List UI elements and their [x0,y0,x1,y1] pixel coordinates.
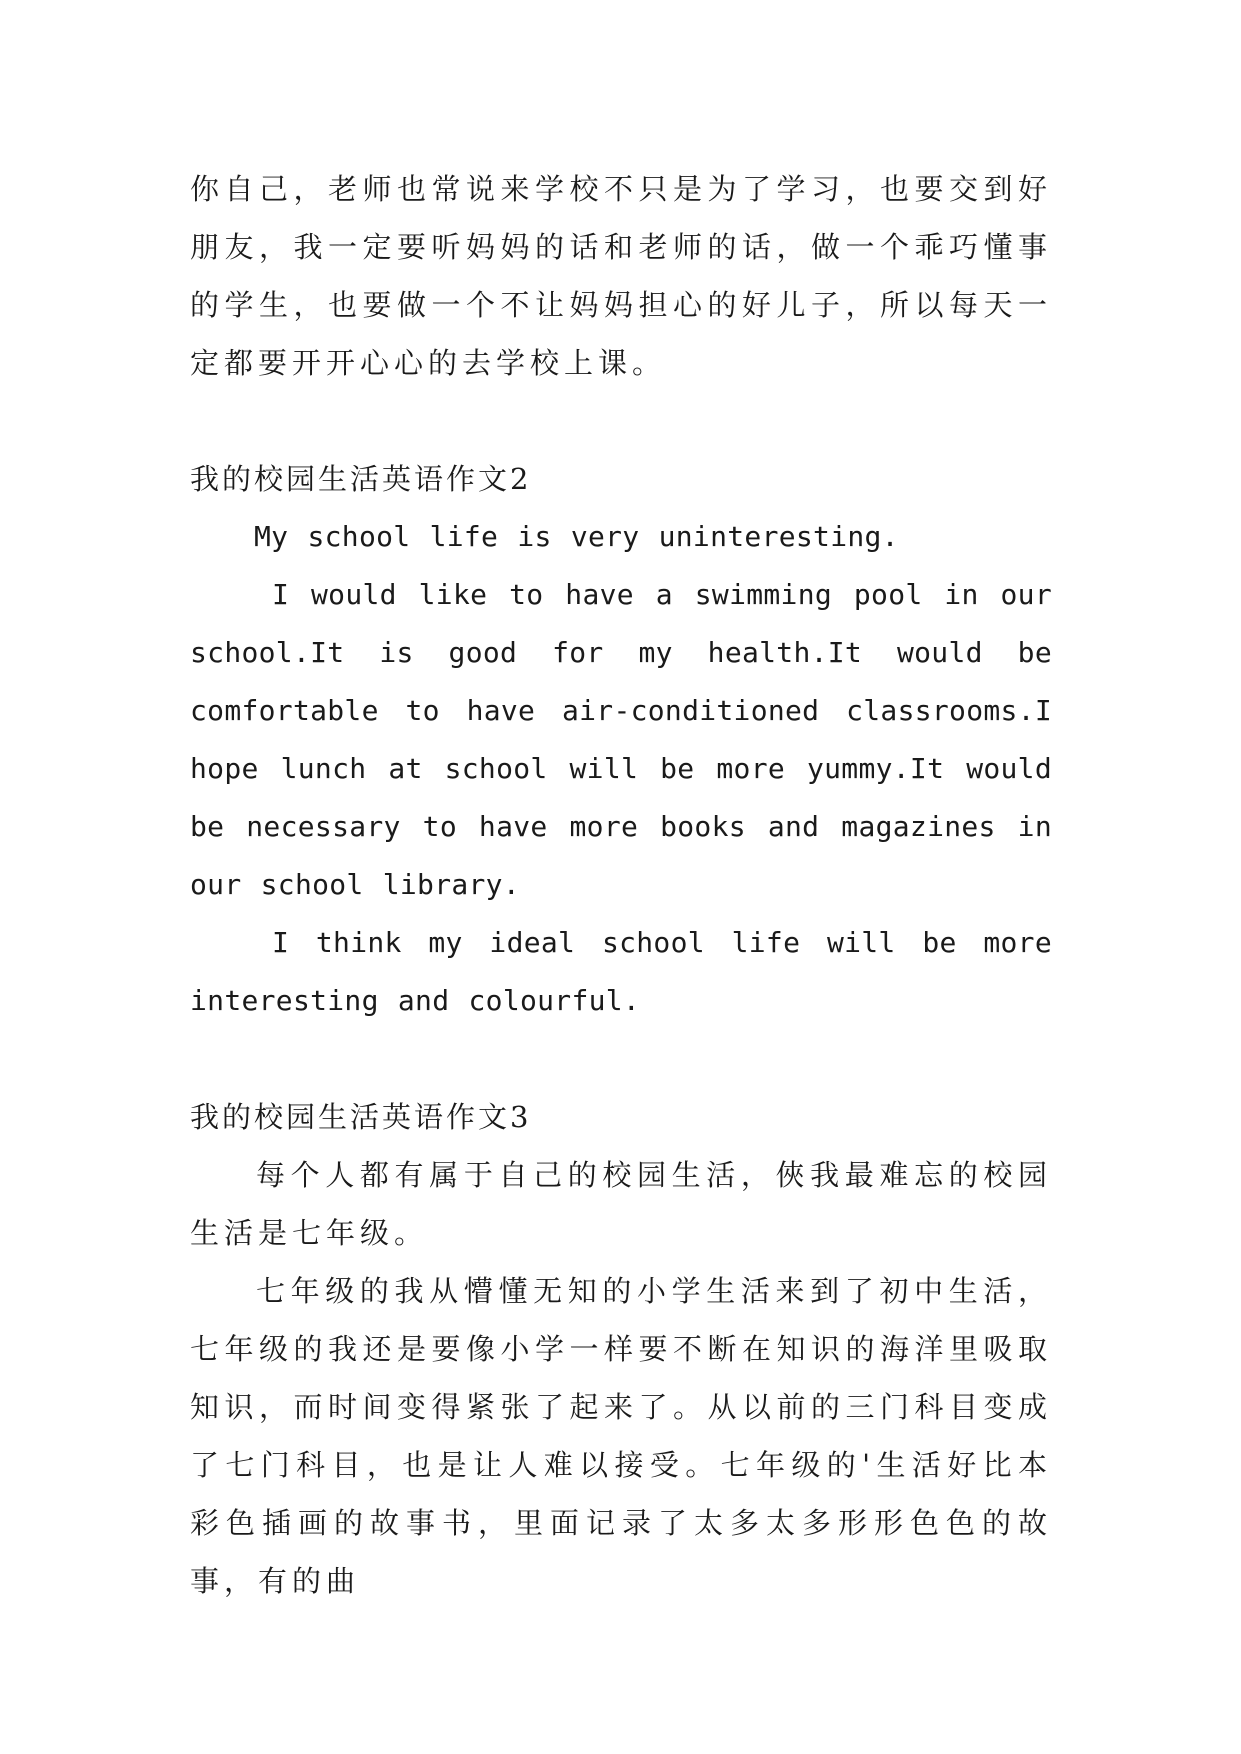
essay3-heading: 我的校园生活英语作文3 [190,1100,532,1134]
essay3-paragraph-2: 七年级的我从懵懂无知的小学生活来到了初中生活，七年级的我还是要像小学一样要不断在知识的海洋里吸取知识，而时间变得紧张了起来了。从以前的三门科目变成了七门科目，也是让人难以接受。七年级的'生活好比本彩色插画的故事书，里面记录了太多太多形形色色的故事，有的曲 [190,1274,1052,1598]
essay1-paragraph-end: 你自己，老师也常说来学校不只是为了学习，也要交到好朋友，我一定要听妈妈的话和老师的话，做一个乖巧懂事的学生，也要做一个不让妈妈担心的好儿子，所以每天一定都要开开心心的去学校上课。 [190,172,1052,380]
section-gap [190,1030,1052,1088]
essay2-heading: 我的校园生活英语作文2 [190,462,532,496]
essay2-paragraph-1: My school life is very uninteresting. [254,520,899,553]
document-page [190,160,1052,1610]
essay3-paragraph-1: 每个人都有属于自己的校园生活，俠我最难忘的校园生活是七年级。 [190,1158,1052,1250]
essay2-paragraph-3: I think my ideal school life will be more interesting and colourful. [190,926,1052,1017]
section-gap [190,392,1052,450]
essay2-paragraph-2: I would like to have a swimming pool in our school.It is good for my health.It would be comfortable to have air-conditioned classrooms.I hope lunch at school will be more yummy.It would be necessary to have more books and magazines in our school library. [190,578,1052,901]
